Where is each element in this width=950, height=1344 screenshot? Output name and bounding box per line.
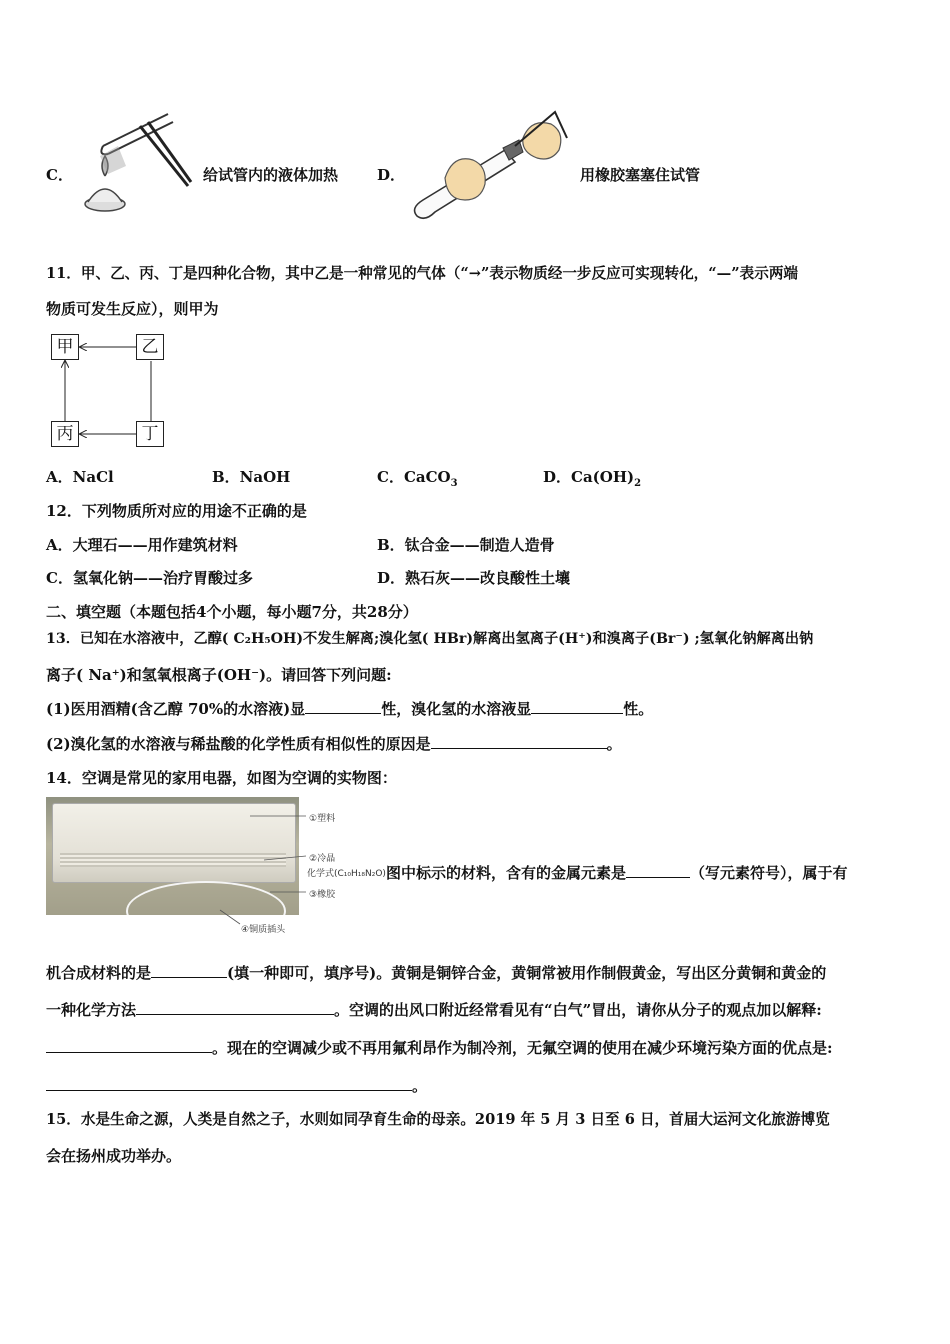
q12-option-b: B．钛合金——制造人造骨 <box>377 536 555 554</box>
q12-option-c: C．氢氧化钠——治疗胃酸过多 <box>46 569 253 587</box>
test-tube-heating-illustration <box>78 106 193 218</box>
q13-line1: 13．已知在水溶液中，乙醇( C₂H₅OH)不发生解离;溴化氢( HBr)解离出氢离子(H⁺)和溴离子(Br⁻) ;氢氧化钠解离出钠 <box>46 631 814 647</box>
answer-blank[interactable] <box>626 864 690 878</box>
q11-stem-line1: 11．甲、乙、丙、丁是四种化合物，其中乙是一种常见的气体（“→”表示物质经一步反应可实现转化，“—”表示两端 <box>46 265 799 282</box>
q12-option-a: A．大理石——用作建筑材料 <box>46 536 238 554</box>
photo-leader-lines <box>250 810 310 930</box>
q10-option-c-text: 给试管内的液体加热 <box>203 166 339 184</box>
tube-holder-icon <box>140 122 191 186</box>
q13-part1: (1)医用酒精(含乙醇 70%的水溶液)显 性，溴化氢的水溶液显 性。 <box>46 700 654 718</box>
box-jia: 甲 <box>51 334 79 360</box>
q12-stem: 12．下列物质所对应的用途不正确的是 <box>46 502 307 520</box>
q11-option-a: A．NaCl <box>46 468 114 486</box>
q14-line5: 。 <box>46 1075 427 1096</box>
q12-option-d: D．熟石灰——改良酸性土壤 <box>377 569 571 587</box>
rubber-stopper-illustration <box>405 108 575 220</box>
answer-blank[interactable] <box>151 964 227 978</box>
answer-blank[interactable] <box>305 700 381 714</box>
q11-stem-line2: 物质可发生反应），则甲为 <box>46 300 219 318</box>
box-bing: 丙 <box>51 421 79 447</box>
ac-label-formula: 化学式(C₁₀H₁₈N₂O) <box>307 869 386 879</box>
q14-line3: 一种化学方法 。空调的出风口附近经常看见有“白气”冒出，请你从分子的观点加以解释: <box>46 1001 822 1019</box>
ac-label-liquid-crystal: ②冷晶 <box>309 854 336 864</box>
q13-line2: 离子( Na⁺)和氢氧根离子(OH⁻)。请回答下列问题: <box>46 666 392 684</box>
q14-stem: 14．空调是常见的家用电器，如图为空调的实物图： <box>46 769 397 787</box>
q11-option-d: D．$Ca(OH)_2$ <box>543 468 642 489</box>
q13-part2: (2)溴化氢的水溶液与稀盐酸的化学性质有相似性的原因是 。 <box>46 735 622 753</box>
q10-option-d-letter: D． <box>377 166 406 184</box>
answer-blank[interactable] <box>136 1001 334 1015</box>
q10-option-d-text: 用橡胶塞塞住试管 <box>580 166 701 184</box>
q11-option-c: C．CaCO$_3$ <box>377 468 458 489</box>
q15-line1: 15．水是生命之源，人类是自然之子，水则如同孕育生命的母亲。2019 年 5 月 3 日至 6 日，首届大运河文化旅游博览 <box>46 1111 830 1128</box>
ac-label-copper-plug: ④铜质插头 <box>241 925 286 935</box>
ac-label-rubber: ③橡胶 <box>309 890 336 900</box>
answer-blank[interactable] <box>46 1077 412 1091</box>
q14-side-text: 图中标示的材料，含有的金属元素是 （写元素符号），属于有 <box>386 864 848 882</box>
q11-option-b: B．NaOH <box>212 468 291 486</box>
section2-heading: 二、填空题（本题包括4个小题，每小题7分，共28分） <box>46 603 418 621</box>
q15-line2: 会在扬州成功举办。 <box>46 1147 182 1165</box>
q14-line4: 。现在的空调减少或不再用氟利昂作为制冷剂，无氟空调的使用在减少环境污染方面的优点是: <box>46 1037 833 1058</box>
answer-blank[interactable] <box>531 700 623 714</box>
box-ding: 丁 <box>136 421 164 447</box>
box-yi: 乙 <box>136 334 164 360</box>
answer-blank[interactable] <box>431 735 607 749</box>
answer-blank[interactable] <box>46 1039 212 1053</box>
test-tube-icon <box>101 114 173 154</box>
q14-line2: 机合成材料的是 (填一种即可，填序号)。黄铜是铜锌合金，黄铜常被用作制假黄金，写出区分黄铜和黄金的 <box>46 964 827 982</box>
ac-label-plastic: ①塑料 <box>309 814 336 824</box>
q10-option-c-letter: C． <box>46 166 73 184</box>
